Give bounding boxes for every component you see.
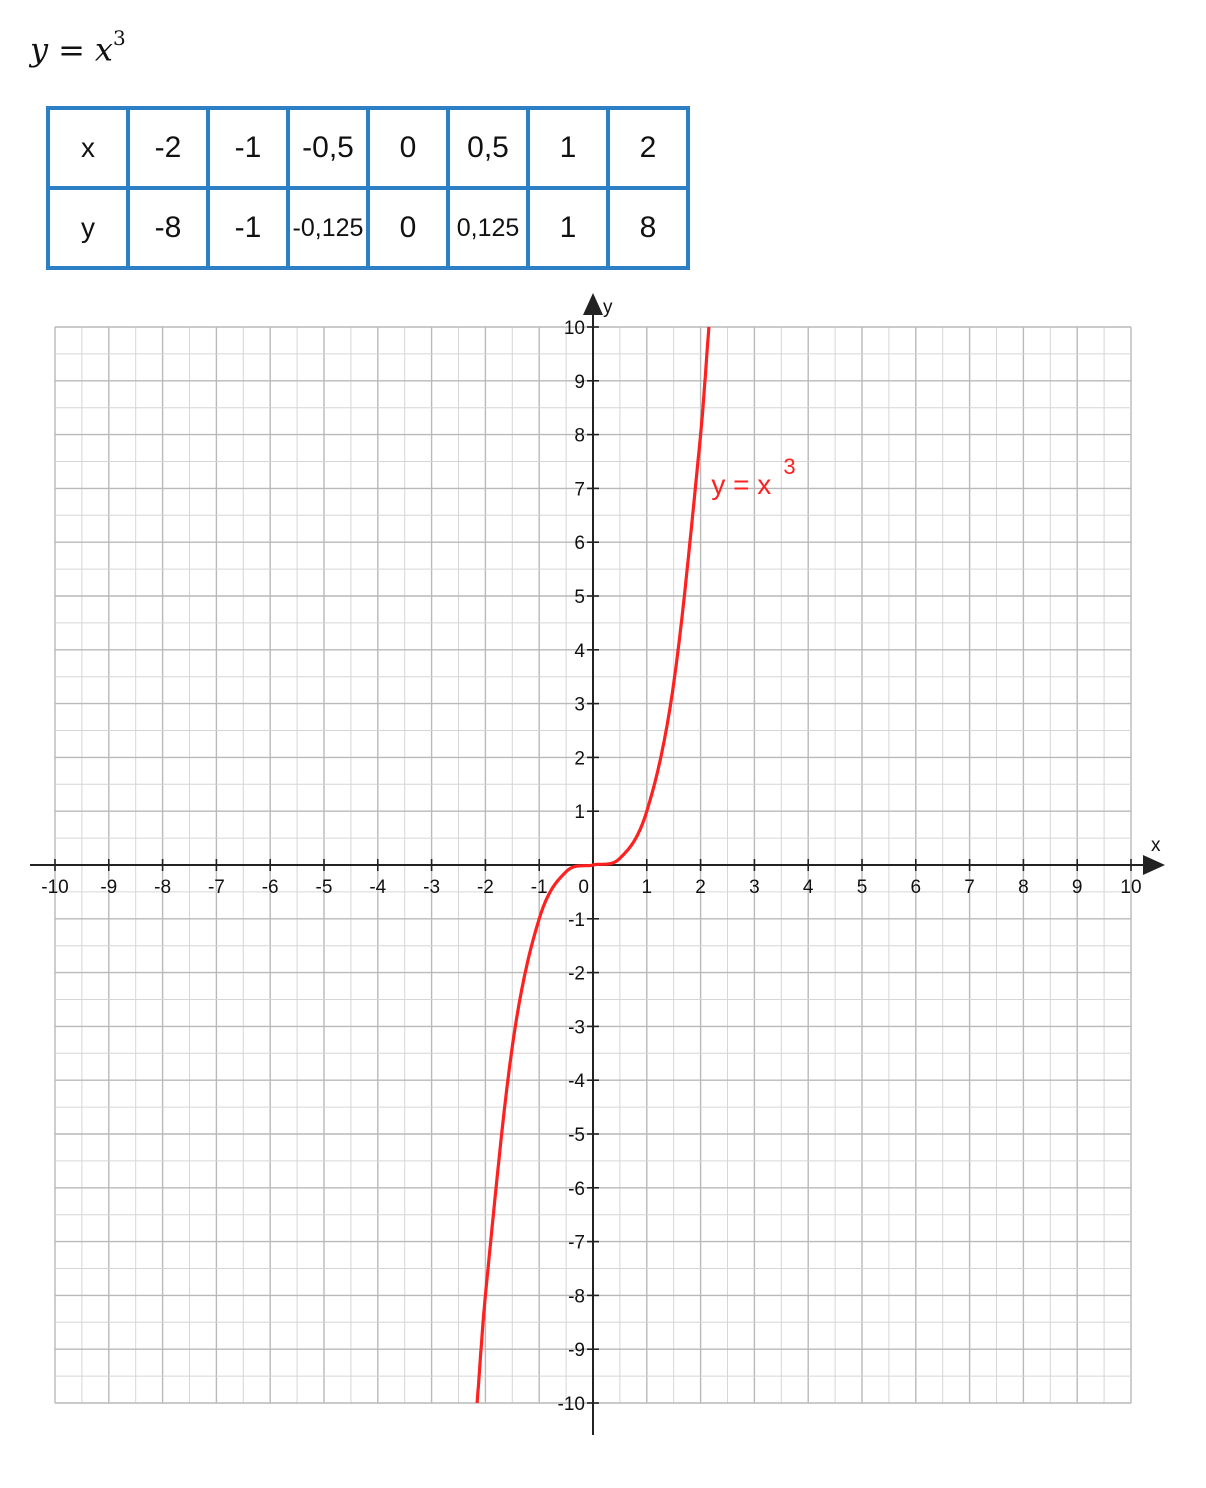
table-cell: -0,125: [288, 188, 368, 268]
x-tick-label: 3: [749, 877, 760, 898]
y-tick-label: -5: [568, 1125, 585, 1146]
x-tick-label: 0: [578, 877, 589, 898]
formula-equals: =: [58, 30, 85, 69]
x-tick-label: 6: [910, 877, 922, 898]
x-tick-label: -2: [476, 877, 494, 898]
x-tick-label: -8: [154, 877, 172, 898]
series-label-exponent: 3: [783, 453, 796, 479]
formula-base: x: [94, 30, 113, 69]
y-tick-label: -7: [568, 1232, 585, 1254]
x-axis-arrow: [1143, 855, 1165, 875]
table-cell: 1: [528, 108, 608, 188]
formula-exponent: 3: [112, 26, 126, 50]
x-tick-label: 2: [695, 877, 706, 898]
y-tick-label: -4: [568, 1071, 585, 1093]
x-tick-label: -7: [207, 877, 225, 898]
x-tick-label: 9: [1071, 877, 1083, 898]
x-tick-label: -10: [41, 877, 69, 898]
y-tick-label: -8: [568, 1286, 585, 1308]
x-tick-label: -9: [100, 877, 118, 898]
x-tick-label: 7: [964, 877, 975, 898]
y-tick-label: 7: [574, 479, 585, 501]
y-tick-label: 1: [574, 802, 585, 824]
x-tick-label: 1: [641, 877, 653, 898]
y-tick-label: 2: [574, 748, 585, 770]
y-tick-label: -1: [568, 909, 585, 931]
y-tick-label: 3: [574, 694, 585, 716]
x-tick-label: -5: [315, 877, 333, 898]
x-tick-label: 5: [856, 877, 868, 898]
table-cell: -1: [208, 188, 288, 268]
cubic-graph: [0, 290, 1206, 1450]
y-tick-label: 6: [574, 533, 585, 555]
y-tick-label: -2: [568, 963, 585, 985]
table-cell: -8: [128, 188, 208, 268]
x-tick-label: 4: [802, 877, 814, 898]
formula-title: [30, 26, 126, 69]
y-tick-label: -10: [557, 1394, 585, 1415]
table-cell: 0,125: [448, 188, 528, 268]
y-tick-label: -3: [568, 1017, 585, 1039]
y-tick-label: 4: [574, 640, 585, 662]
x-tick-label: 8: [1018, 877, 1029, 898]
y-tick-label: 5: [574, 587, 585, 608]
y-axis-arrow: [583, 293, 603, 315]
x-tick-label: -1: [530, 877, 548, 898]
y-axis-label: y: [603, 297, 613, 318]
table-cell: 0,5: [448, 108, 528, 188]
table-cell: 1: [528, 188, 608, 268]
table-cell: 2: [608, 108, 688, 188]
table-cell: 0: [368, 188, 448, 268]
table-header-y: y: [48, 188, 128, 268]
x-tick-label: -4: [369, 877, 387, 898]
formula-lhs: y: [30, 30, 49, 69]
table-row-y: [48, 188, 688, 268]
x-axis-label: x: [1151, 835, 1161, 856]
x-tick-label: -3: [423, 877, 441, 898]
x-tick-label: -6: [261, 877, 279, 898]
y-tick-label: 10: [563, 318, 585, 339]
series-label: y = x: [711, 468, 772, 500]
y-tick-label: 9: [574, 371, 585, 393]
table-cell: -0,5: [288, 108, 368, 188]
x-tick-label: 10: [1120, 877, 1142, 898]
y-tick-label: -6: [568, 1178, 585, 1200]
values-table: [46, 106, 690, 270]
table-cell: 0: [368, 108, 448, 188]
table-cell: -1: [208, 108, 288, 188]
table-row-x: [48, 108, 688, 188]
table-header-x: x: [48, 108, 128, 188]
table-cell: -2: [128, 108, 208, 188]
y-tick-label: 8: [574, 425, 585, 447]
y-tick-label: -9: [568, 1340, 585, 1362]
table-cell: 8: [608, 188, 688, 268]
